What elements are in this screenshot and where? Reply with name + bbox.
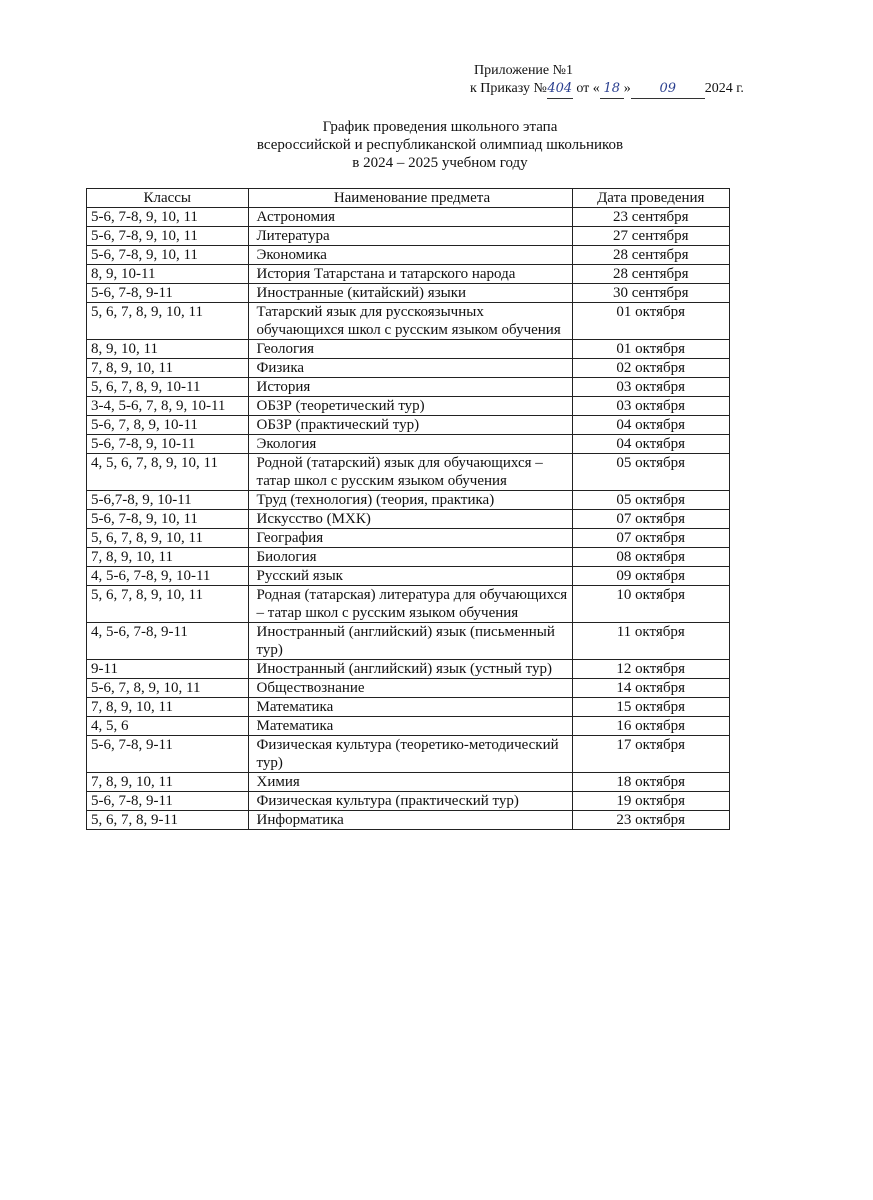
- grades-cell: 5-6, 7-8, 9, 10, 11: [87, 510, 249, 529]
- table-row: [87, 717, 730, 736]
- table-row: [87, 623, 730, 660]
- date-cell: 03 октября: [572, 378, 730, 397]
- table-row: [87, 303, 730, 340]
- column-header-subject: Наименование предмета: [248, 189, 572, 208]
- grades-cell: 8, 9, 10-11: [87, 265, 249, 284]
- order-year: 2024 г.: [704, 81, 744, 96]
- table-row: [87, 586, 730, 623]
- grades-cell: 5-6, 7, 8, 9, 10, 11: [87, 679, 249, 698]
- date-cell: 16 октября: [572, 717, 730, 736]
- date-cell: 05 октября: [572, 491, 730, 510]
- subject-cell: Математика: [248, 717, 572, 736]
- order-prefix: к Приказу №: [470, 81, 547, 96]
- date-cell: 19 октября: [572, 792, 730, 811]
- grades-cell: 5-6, 7-8, 9, 10-11: [87, 435, 249, 454]
- order-month-field: [631, 80, 705, 99]
- grades-cell: 5-6, 7-8, 9-11: [87, 736, 249, 773]
- grades-cell: 4, 5, 6: [87, 717, 249, 736]
- date-cell: 15 октября: [572, 698, 730, 717]
- subject-cell: ОБЗР (практический тур): [248, 416, 572, 435]
- date-cell: 07 октября: [572, 510, 730, 529]
- subject-cell: География: [248, 529, 572, 548]
- grades-cell: 4, 5-6, 7-8, 9, 10-11: [87, 567, 249, 586]
- date-cell: 01 октября: [572, 303, 730, 340]
- date-cell: 02 октября: [572, 359, 730, 378]
- grades-cell: 5-6, 7-8, 9, 10, 11: [87, 227, 249, 246]
- grades-cell: 4, 5, 6, 7, 8, 9, 10, 11: [87, 454, 249, 491]
- table-row: [87, 435, 730, 454]
- table-row: [87, 529, 730, 548]
- subject-cell: История Татарстана и татарского народа: [248, 265, 572, 284]
- order-day-field: [600, 80, 624, 99]
- document-title: [180, 118, 700, 172]
- grades-cell: 8, 9, 10, 11: [87, 340, 249, 359]
- grades-cell: 7, 8, 9, 10, 11: [87, 548, 249, 567]
- subject-cell: Иностранный (английский) язык (письменный тур): [248, 623, 572, 660]
- subject-cell: Русский язык: [248, 567, 572, 586]
- grades-cell: 4, 5-6, 7-8, 9-11: [87, 623, 249, 660]
- table-row: [87, 265, 730, 284]
- table-row: [87, 246, 730, 265]
- order-reference: [470, 80, 744, 99]
- subject-cell: Химия: [248, 773, 572, 792]
- date-cell: 28 сентября: [572, 246, 730, 265]
- table-row: [87, 660, 730, 679]
- table-row: [87, 208, 730, 227]
- date-cell: 11 октября: [572, 623, 730, 660]
- grades-cell: 5, 6, 7, 8, 9, 10, 11: [87, 529, 249, 548]
- subject-cell: Искусство (МХК): [248, 510, 572, 529]
- grades-cell: 3-4, 5-6, 7, 8, 9, 10-11: [87, 397, 249, 416]
- grades-cell: 7, 8, 9, 10, 11: [87, 698, 249, 717]
- date-cell: 12 октября: [572, 660, 730, 679]
- grades-cell: 5, 6, 7, 8, 9, 10, 11: [87, 586, 249, 623]
- table-header-row: [87, 189, 730, 208]
- date-cell: 01 октября: [572, 340, 730, 359]
- subject-cell: Геология: [248, 340, 572, 359]
- subject-cell: Родная (татарская) литература для обучающихся – татар школ с русским языком обучения: [248, 586, 572, 623]
- subject-cell: Экология: [248, 435, 572, 454]
- date-cell: 18 октября: [572, 773, 730, 792]
- table-row: [87, 378, 730, 397]
- date-cell: 04 октября: [572, 416, 730, 435]
- grades-cell: 7, 8, 9, 10, 11: [87, 773, 249, 792]
- table-row: [87, 698, 730, 717]
- subject-cell: Физическая культура (теоретико-методический тур): [248, 736, 572, 773]
- date-cell: 28 сентября: [572, 265, 730, 284]
- date-cell: 08 октября: [572, 548, 730, 567]
- title-line-3: в 2024 – 2025 учебном году: [352, 155, 528, 171]
- grades-cell: 5-6,7-8, 9, 10-11: [87, 491, 249, 510]
- date-cell: 03 октября: [572, 397, 730, 416]
- grades-cell: 5-6, 7-8, 9, 10, 11: [87, 246, 249, 265]
- appendix-label: Приложение №1: [474, 63, 573, 78]
- date-cell: 04 октября: [572, 435, 730, 454]
- date-cell: 09 октября: [572, 567, 730, 586]
- table-row: [87, 284, 730, 303]
- subject-cell: История: [248, 378, 572, 397]
- subject-cell: Иностранные (китайский) языки: [248, 284, 572, 303]
- appendix-header: [470, 62, 744, 99]
- order-number: 404: [547, 81, 573, 96]
- title-line-1: График проведения школьного этапа: [322, 119, 558, 135]
- table-row: [87, 811, 730, 830]
- grades-cell: 5-6, 7, 8, 9, 10-11: [87, 416, 249, 435]
- table-row: [87, 679, 730, 698]
- grades-cell: 5, 6, 7, 8, 9-11: [87, 811, 249, 830]
- date-cell: 14 октября: [572, 679, 730, 698]
- subject-cell: Математика: [248, 698, 572, 717]
- subject-cell: Физика: [248, 359, 572, 378]
- date-cell: 30 сентября: [572, 284, 730, 303]
- grades-cell: 5, 6, 7, 8, 9, 10, 11: [87, 303, 249, 340]
- order-close-quote: »: [623, 81, 631, 96]
- title-line-2: всероссийской и республиканской олимпиад школьников: [256, 137, 624, 153]
- order-from-label: от «: [576, 81, 600, 96]
- subject-cell: Астрономия: [248, 208, 572, 227]
- grades-cell: 5, 6, 7, 8, 9, 10-11: [87, 378, 249, 397]
- table-row: [87, 397, 730, 416]
- table-row: [87, 548, 730, 567]
- subject-cell: Татарский язык для русскоязычных обучающихся школ с русским языком обучения: [248, 303, 572, 340]
- table-row: [87, 567, 730, 586]
- table-row: [87, 510, 730, 529]
- grades-cell: 7, 8, 9, 10, 11: [87, 359, 249, 378]
- table-row: [87, 340, 730, 359]
- table-row: [87, 792, 730, 811]
- subject-cell: Экономика: [248, 246, 572, 265]
- subject-cell: Родной (татарский) язык для обучающихся – татар школ с русским языком обучения: [248, 454, 572, 491]
- table-row: [87, 416, 730, 435]
- date-cell: 10 октября: [572, 586, 730, 623]
- order-number-field: [547, 80, 573, 99]
- subject-cell: Литература: [248, 227, 572, 246]
- grades-cell: 5-6, 7-8, 9, 10, 11: [87, 208, 249, 227]
- subject-cell: Физическая культура (практический тур): [248, 792, 572, 811]
- subject-cell: ОБЗР (теоретический тур): [248, 397, 572, 416]
- subject-cell: Обществознание: [248, 679, 572, 698]
- date-cell: 07 октября: [572, 529, 730, 548]
- date-cell: 17 октября: [572, 736, 730, 773]
- table-row: [87, 454, 730, 491]
- order-day: 18: [603, 81, 621, 96]
- grades-cell: 9-11: [87, 660, 249, 679]
- table-row: [87, 359, 730, 378]
- table-row: [87, 227, 730, 246]
- column-header-grades: Классы: [87, 189, 249, 208]
- grades-cell: 5-6, 7-8, 9-11: [87, 792, 249, 811]
- table-row: [87, 491, 730, 510]
- table-row: [87, 773, 730, 792]
- grades-cell: 5-6, 7-8, 9-11: [87, 284, 249, 303]
- date-cell: 23 сентября: [572, 208, 730, 227]
- date-cell: 05 октября: [572, 454, 730, 491]
- subject-cell: Иностранный (английский) язык (устный тур): [248, 660, 572, 679]
- table-row: [87, 736, 730, 773]
- subject-cell: Биология: [248, 548, 572, 567]
- date-cell: 27 сентября: [572, 227, 730, 246]
- column-header-date: Дата проведения: [572, 189, 730, 208]
- date-cell: 23 октября: [572, 811, 730, 830]
- subject-cell: Информатика: [248, 811, 572, 830]
- order-month: 09: [659, 81, 677, 96]
- subject-cell: Труд (технология) (теория, практика): [248, 491, 572, 510]
- schedule-table: [86, 188, 730, 830]
